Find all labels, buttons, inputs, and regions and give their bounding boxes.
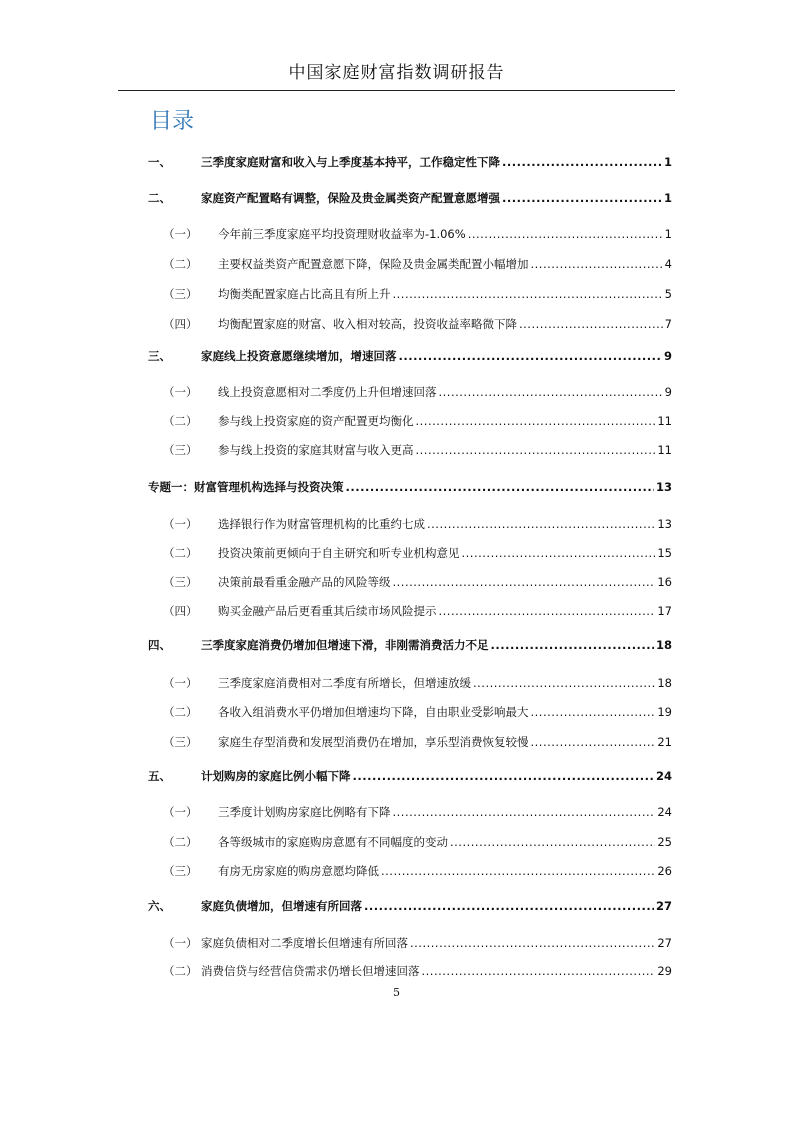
toc-entry-number: （二） bbox=[163, 257, 198, 271]
toc-entry-number: （一） bbox=[163, 805, 198, 819]
toc-entry[interactable] bbox=[163, 834, 672, 850]
toc-entry[interactable] bbox=[163, 442, 672, 458]
toc-dot-leader bbox=[439, 603, 656, 619]
toc-dot-leader bbox=[531, 704, 656, 720]
toc-entry[interactable] bbox=[163, 286, 672, 302]
toc-entry-page: 11 bbox=[657, 414, 672, 428]
page-header-title: 中国家庭财富指数调研报告 bbox=[288, 63, 505, 83]
toc-entry-number: （三） bbox=[163, 864, 198, 878]
toc-entry-page: 17 bbox=[657, 604, 672, 618]
toc-entry-page: 9 bbox=[664, 385, 672, 399]
toc-entry-page: 11 bbox=[657, 443, 672, 457]
toc-entry-page: 18 bbox=[655, 638, 672, 652]
toc-entry-page: 4 bbox=[664, 257, 672, 271]
toc-entry-number: 五、 bbox=[148, 769, 171, 783]
toc-entry-page: 1 bbox=[663, 155, 672, 169]
toc-entry-number: （一） bbox=[163, 517, 198, 531]
toc-entry-text: 均衡配置家庭的财富、收入相对较高，投资收益率略微下降 bbox=[218, 317, 517, 331]
toc-entry-number: （四） bbox=[163, 604, 198, 618]
toc-dot-leader bbox=[531, 256, 663, 272]
toc-entry-page: 24 bbox=[657, 805, 672, 819]
toc-entry-text: 家庭资产配置略有调整，保险及贵金属类资产配置意愿增强 bbox=[201, 191, 500, 205]
toc-entry-number: （二） bbox=[163, 414, 198, 428]
toc-dot-leader bbox=[353, 768, 654, 784]
toc-entry-page: 15 bbox=[657, 546, 672, 560]
toc-entry[interactable] bbox=[148, 190, 672, 206]
toc-entry[interactable] bbox=[148, 479, 672, 495]
toc-entry-text: 家庭负债增加，但增速有所回落 bbox=[201, 899, 362, 913]
page-number: 5 bbox=[393, 986, 400, 999]
toc-entry-number: 四、 bbox=[148, 638, 171, 652]
toc-dot-leader bbox=[462, 545, 656, 561]
toc-entry-text: 计划购房的家庭比例小幅下降 bbox=[201, 769, 351, 783]
toc-entry[interactable] bbox=[163, 226, 672, 242]
toc-entry-page: 27 bbox=[655, 899, 672, 913]
toc-entry[interactable] bbox=[163, 574, 672, 590]
toc-entry-number: 二、 bbox=[148, 191, 171, 205]
toc-entry[interactable] bbox=[163, 316, 672, 332]
toc-entry-text: 有房无房家庭的购房意愿均降低 bbox=[218, 864, 379, 878]
toc-dot-leader bbox=[450, 834, 655, 850]
toc-entry-page: 21 bbox=[657, 735, 672, 749]
toc-entry-number: （三） bbox=[163, 287, 198, 301]
toc-entry[interactable] bbox=[148, 898, 672, 914]
toc-entry-number: （一） bbox=[163, 227, 198, 241]
toc-entry[interactable] bbox=[163, 256, 672, 272]
toc-dot-leader bbox=[410, 935, 655, 951]
toc-entry[interactable] bbox=[163, 516, 672, 532]
toc-entry-page: 1 bbox=[663, 191, 672, 205]
toc-dot-leader bbox=[439, 384, 663, 400]
toc-entry[interactable] bbox=[163, 863, 672, 879]
toc-entry-number: （三） bbox=[163, 575, 198, 589]
toc-entry-page: 29 bbox=[657, 964, 672, 978]
toc-entry-text: 三季度家庭消费仍增加但增速下滑，非刚需消费活力不足 bbox=[201, 638, 489, 652]
toc-entry-page: 16 bbox=[657, 575, 672, 589]
toc-entry-page: 7 bbox=[664, 317, 672, 331]
toc-entry[interactable] bbox=[163, 804, 672, 820]
toc-dot-leader bbox=[416, 442, 656, 458]
toc-entry[interactable] bbox=[163, 413, 672, 429]
toc-entry-page: 24 bbox=[655, 769, 672, 783]
toc-entry-text: 各等级城市的家庭购房意愿有不同幅度的变动 bbox=[218, 835, 448, 849]
toc-entry-number: （三） bbox=[163, 443, 198, 457]
toc-dot-leader bbox=[531, 734, 656, 750]
toc-entry-page: 27 bbox=[657, 936, 672, 950]
toc-entry-text: 主要权益类资产配置意愿下降，保险及贵金属类配置小幅增加 bbox=[218, 257, 529, 271]
toc-entry-number: 一、 bbox=[148, 155, 171, 169]
toc-entry-page: 26 bbox=[657, 864, 672, 878]
toc-entry-page: 19 bbox=[657, 705, 672, 719]
toc-entry-text: 家庭线上投资意愿继续增加，增速回落 bbox=[201, 349, 397, 363]
toc-entry-text: 消费信贷与经营信贷需求仍增长但增速回落 bbox=[201, 964, 420, 978]
toc-entry[interactable] bbox=[163, 603, 672, 619]
toc-dot-leader bbox=[427, 516, 655, 532]
toc-entry-text: 选择银行作为财富管理机构的比重约七成 bbox=[218, 517, 425, 531]
toc-entry-number: （二） bbox=[163, 705, 198, 719]
toc-heading: 目录 bbox=[150, 109, 195, 134]
toc-entry-page: 1 bbox=[664, 227, 672, 241]
toc-entry-text: 投资决策前更倾向于自主研究和听专业机构意见 bbox=[218, 546, 460, 560]
toc-dot-leader bbox=[491, 637, 654, 653]
toc-dot-leader bbox=[416, 413, 656, 429]
toc-dot-leader bbox=[346, 479, 654, 495]
toc-entry-text: 参与线上投资家庭的资产配置更均衡化 bbox=[218, 414, 414, 428]
toc-dot-leader bbox=[393, 286, 663, 302]
toc-entry-text: 购买金融产品后更看重其后续市场风险提示 bbox=[218, 604, 437, 618]
toc-entry-text: 专题一：财富管理机构选择与投资决策 bbox=[148, 480, 344, 494]
toc-entry[interactable] bbox=[148, 348, 672, 364]
toc-entry-text: 决策前最看重金融产品的风险等级 bbox=[218, 575, 391, 589]
toc-entry-page: 18 bbox=[657, 676, 672, 690]
toc-entry[interactable] bbox=[148, 154, 672, 170]
toc-entry-number: （二） bbox=[163, 546, 198, 560]
toc-dot-leader bbox=[399, 348, 662, 364]
toc-dot-leader bbox=[519, 316, 663, 332]
toc-entry[interactable] bbox=[163, 675, 672, 691]
toc-dot-leader bbox=[422, 963, 656, 979]
toc-entry-text: 三季度家庭消费相对二季度有所增长，但增速放缓 bbox=[218, 676, 471, 690]
toc-entry-text: 三季度家庭财富和收入与上季度基本持平，工作稳定性下降 bbox=[201, 155, 500, 169]
toc-entry-text: 均衡类配置家庭占比高且有所上升 bbox=[218, 287, 391, 301]
toc-entry-text: 参与线上投资的家庭其财富与收入更高 bbox=[218, 443, 414, 457]
toc-entry[interactable] bbox=[163, 734, 672, 750]
toc-dot-leader bbox=[393, 804, 656, 820]
toc-entry-text: 家庭生存型消费和发展型消费仍在增加，享乐型消费恢复较慢 bbox=[218, 735, 529, 749]
toc-dot-leader bbox=[381, 863, 655, 879]
toc-entry[interactable] bbox=[163, 384, 672, 400]
toc-entry-number: （二） bbox=[163, 835, 198, 849]
toc-dot-leader bbox=[393, 574, 656, 590]
toc-entry-number: 六、 bbox=[148, 899, 171, 913]
toc-entry-text: 家庭负债相对二季度增长但增速有所回落 bbox=[201, 936, 408, 950]
toc-entry-number: 三、 bbox=[148, 349, 171, 363]
toc-entry-page: 9 bbox=[663, 349, 672, 363]
toc-entry[interactable] bbox=[163, 704, 672, 720]
toc-entry-page: 13 bbox=[655, 480, 672, 494]
toc-entry-number: （二） bbox=[163, 964, 198, 978]
toc-entry-page: 5 bbox=[664, 287, 672, 301]
toc-entry-text: 各收入组消费水平仍增加但增速均下降，自由职业受影响最大 bbox=[218, 705, 529, 719]
toc-entry-number: （三） bbox=[163, 735, 198, 749]
toc-entry-page: 25 bbox=[657, 835, 672, 849]
toc-entry-text: 三季度计划购房家庭比例略有下降 bbox=[218, 805, 391, 819]
toc-entry[interactable] bbox=[148, 637, 672, 653]
toc-entry[interactable] bbox=[163, 545, 672, 561]
toc-dot-leader bbox=[502, 154, 662, 170]
toc-entry-number: （一） bbox=[163, 676, 198, 690]
toc-dot-leader bbox=[473, 675, 655, 691]
toc-entry-number: （四） bbox=[163, 317, 198, 331]
toc-entry-number: （一） bbox=[163, 936, 198, 950]
toc-entry-number: （一） bbox=[163, 385, 198, 399]
toc-dot-leader bbox=[364, 898, 654, 914]
toc-dot-leader bbox=[468, 226, 663, 242]
toc-entry[interactable] bbox=[148, 768, 672, 784]
toc-dot-leader bbox=[502, 190, 662, 206]
toc-entry-text: 今年前三季度家庭平均投资理财收益率为-1.06% bbox=[218, 227, 466, 241]
toc-entry-text: 线上投资意愿相对二季度仍上升但增速回落 bbox=[218, 385, 437, 399]
toc-entry[interactable] bbox=[163, 935, 672, 951]
toc-entry-page: 13 bbox=[657, 517, 672, 531]
toc-entry[interactable] bbox=[163, 963, 672, 979]
